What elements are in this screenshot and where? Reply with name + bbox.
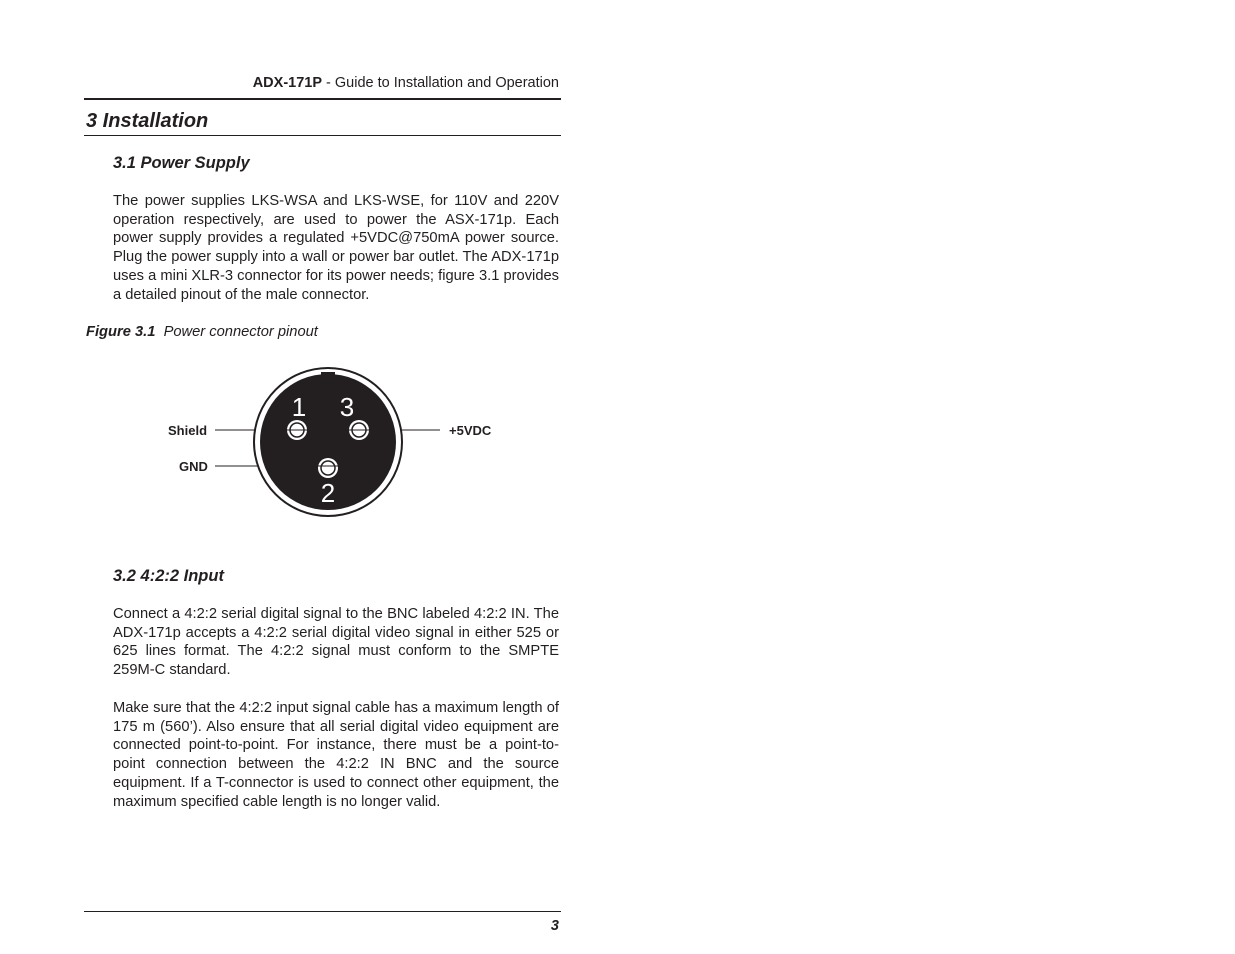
shield-label: Shield [168,423,208,438]
footer-rule [84,911,561,912]
figure-caption-text: Power connector pinout [163,324,318,340]
connector-key-notch [321,372,335,380]
vdc-label: +5VDC [449,423,492,438]
gnd-label: GND [179,459,208,474]
input-paragraph-1: Connect a 4:2:2 serial digital signal to the BNC labeled 4:2:2 IN. The ADX-171p accepts a 4:2:2 serial digital video signal in either 525 or 625 lines format. The 4:2:2 signal must conform to the SMPTE 259M-C standard. [113,606,559,679]
chapter-title: 3 Installation [86,110,209,132]
chapter-rule [84,135,561,136]
power-connector-figure [163,362,503,524]
pin-3-number: 3 [339,392,355,422]
section-422-input-title: 3.2 4:2:2 Input [113,567,224,585]
power-supply-paragraph: The power supplies LKS-WSA and LKS-WSE, for 110V and 220V operation respectively, are used to power the ASX-171p. Each power supply provides a regulated +5VDC@750mA power source. Plug the power supply into a wall or power bar outlet. The ADX-171p uses a mini XLR-3 connector for its power needs; figure 3.1 provides a detailed pinout of the male connector. [113,193,559,303]
header-subtitle: - Guide to Installation and Operation [322,75,559,91]
figure-number: Figure 3.1 [86,324,156,340]
pin-2-number: 2 [320,478,336,508]
header-product: ADX-171P [252,75,323,91]
figure-caption [86,323,318,341]
pin-1-number: 1 [291,392,307,422]
input-paragraph-2: Make sure that the 4:2:2 input signal cable has a maximum length of 175 m (560’). Also ensure that all serial digital video equipment are connected point-to-point. For instance, there must be a point-to-point connection between the 4:2:2 IN BNC and the source equipment. If a T-connector is used to connect other equipment, the maximum specified cable length is no longer valid. [113,700,559,810]
manual-page [84,0,561,954]
section-power-supply-title: 3.1 Power Supply [113,154,250,172]
header-rule [84,98,561,100]
running-header [84,74,559,92]
connector-pinout-diagram [163,362,503,524]
page-number: 3 [550,918,559,934]
